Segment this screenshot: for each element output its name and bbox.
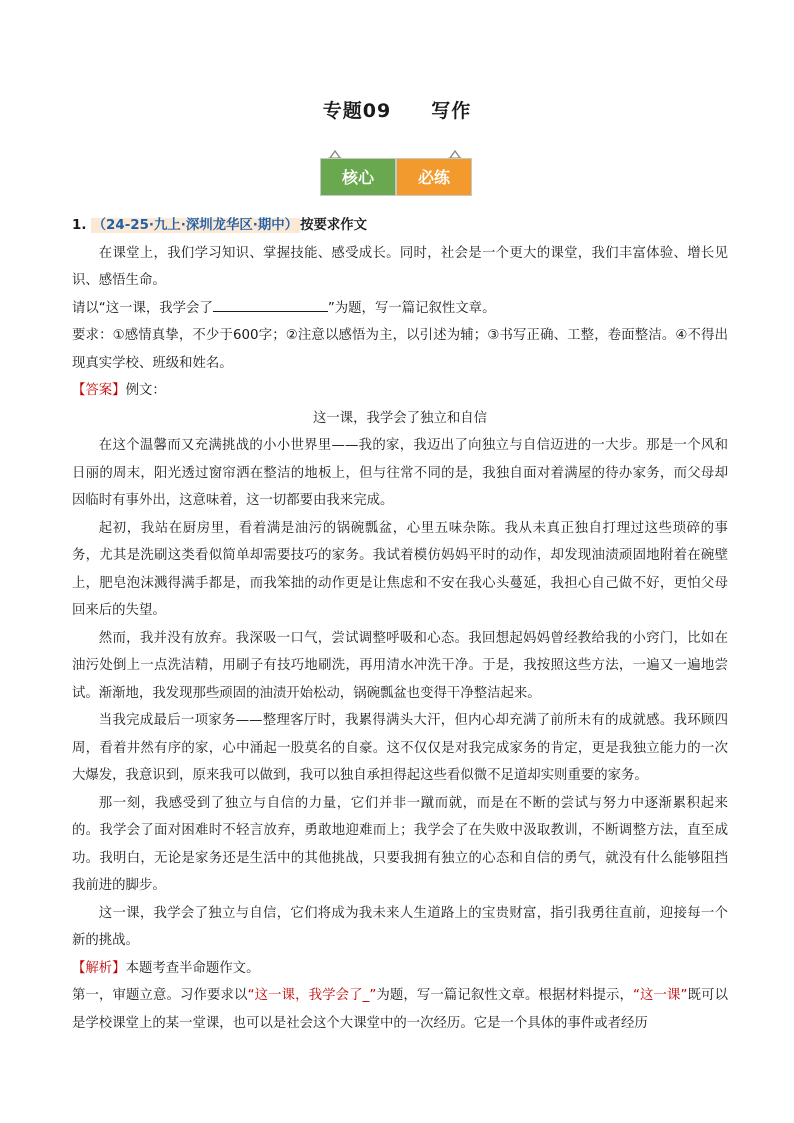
essay-paragraph: 然而，我并没有放弃。我深吸一口气，尝试调整呼吸和心态。我回想起妈妈曾经教给我的小窍门，比如在油污处倒上一点洗洁精，用刷子有技巧地刷洗，再用清水冲洗干净。于是，我按照这些方法，一遍又一遍地尝试。渐渐地，我发现那些顽固的油渍开始松动，锅碗瓢盆也变得干净整洁起来。: [72, 630, 728, 701]
question-source: （24-25·九上·深圳龙华区·期中）: [92, 218, 299, 233]
title-subject: 写作: [431, 100, 472, 122]
essay-paragraph: 那一刻，我感受到了独立与自信的力量，它们并非一蹴而就，而是在不断的尝试与努力中逐渐累积起来的。我学会了面对困难时不轻言放弃，勇敢地迎难而上；我学会了在失败中汲取教训，不断调整方法，直至成功。我明白，无论是家务还是生活中的其他挑战，只要我拥有独立的心态和自信的勇气，就没有什么能够阻挡我前进的脚步。: [72, 795, 728, 893]
analysis-intro: 本题考查半命题作文。: [125, 960, 260, 976]
essay-paragraph: 当我完成最后一项家务——整理客厅时，我累得满头大汗，但内心却充满了前所未有的成就感。我环顾四周，看着井然有序的家，心中涌起一股莫名的自豪。这不仅仅是对我完成家务的肯定，更是我独立能力的一次大爆发，我意识到，原来我可以做到，我可以独自承担得起这些看似微不足道却实则重要的家务。: [72, 713, 728, 783]
title-topic: 专题09: [322, 100, 392, 122]
answer-tag: 【答案】: [72, 383, 126, 398]
essay-paragraph: 这一课，我学会了独立与自信，它们将成为我未来人生道路上的宝贵财富，指引我勇往直前，迎接每一个新的挑战。: [72, 905, 728, 948]
question-intro: 在课堂上，我们学习知识、掌握技能、感受成长。同时，社会是一个更大的课堂，我们丰富体验、增长见识、感悟生命。: [72, 245, 728, 288]
question-task: 按要求作文: [300, 218, 368, 233]
answer-header: [72, 377, 728, 405]
analysis-header: [72, 955, 728, 983]
question-number: 1.: [72, 218, 87, 233]
question-prompt: 请以“这一课，我学会了 ”为题，写一篇记叙性文章。: [72, 295, 728, 323]
analysis-tag: 【解析】: [72, 960, 126, 976]
question-header: [72, 212, 728, 240]
answer-label: 例文：: [125, 383, 166, 398]
document-body: [72, 212, 728, 1037]
analysis-quote: “这一课，我学会了_”: [247, 988, 377, 1003]
analysis-quote: “这一课”: [632, 988, 688, 1003]
fill-blank: [213, 297, 328, 312]
badge-practice-label: 必练: [396, 158, 472, 196]
badge-core-label: 核心: [320, 158, 396, 196]
essay-paragraph: 起初，我站在厨房里，看着满是油污的锅碗瓢盆，心里五味杂陈。我从未真正独自打理过这些琐碎的事务，尤其是洗刷这类看似简单却需要技巧的家务。我试着模仿妈妈平时的动作，却发现油渍顽固地附着在碗壁上，肥皂泡沫溅得满手都是，而我笨拙的动作更是让焦虑和不安在我心头蔓延，我担心自己做不好，更怕父母回来后的失望。: [72, 520, 728, 618]
core-practice-badge: [320, 150, 472, 198]
analysis-paragraph: 第一，审题立意。习作要求以“这一课，我学会了_”为题，写一篇记叙性文章。根据材料提示，“这一课”既可以是学校课堂上的某一堂课，也可以是社会这个大课堂中的一次经历。它是一个具体的事件或者经历: [72, 988, 729, 1031]
essay-title: 这一课，我学会了独立和自信: [312, 410, 488, 426]
essay-paragraph: 在这个温馨而又充满挑战的小小世界里——我的家，我迈出了向独立与自信迈进的一大步。那是一个风和日丽的周末，阳光透过窗帘洒在整洁的地板上，但与往常不同的是，我独自面对着满屋的待办家务，而父母却因临时有事外出，这意味着，这一切都要由我来完成。: [72, 438, 728, 508]
question-requirements: 要求：①感情真挚，不少于600字；②注意以感悟为主，以引述为辅；③书写正确、工整，卷面整洁。④不得出现真实学校、班级和姓名。: [72, 328, 728, 371]
page-title: [0, 96, 794, 123]
